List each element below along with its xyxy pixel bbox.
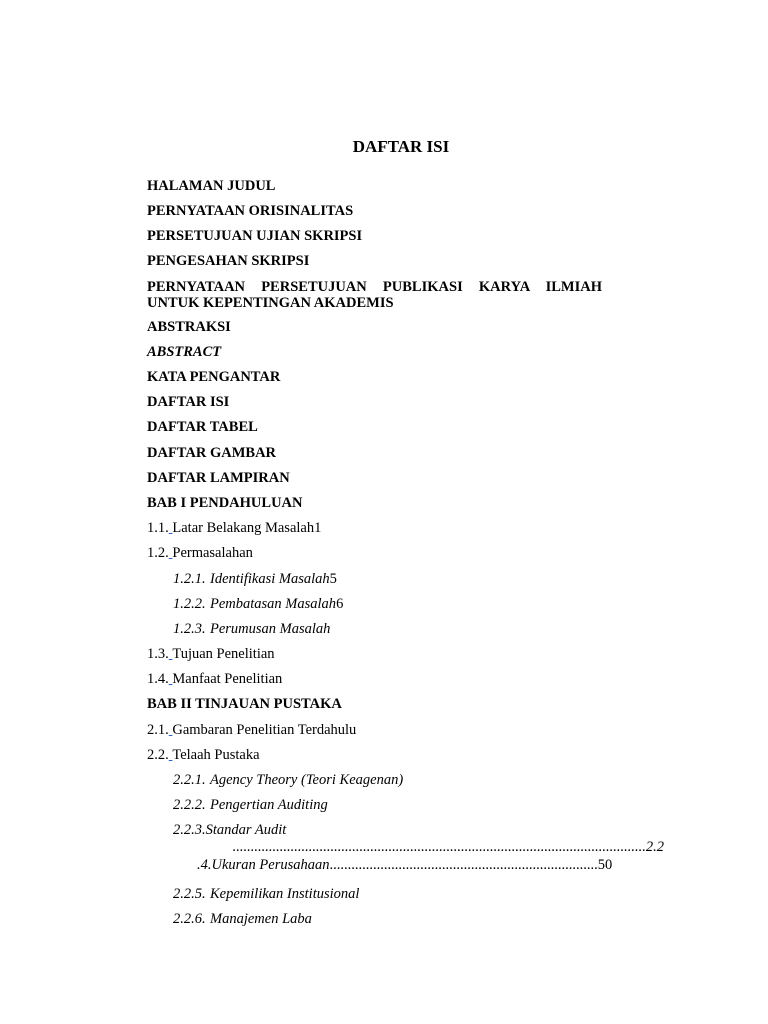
toc-section-2-1[interactable] <box>147 722 356 738</box>
section-label: Manfaat Penelitian <box>172 671 283 687</box>
toc-section-1-3[interactable] <box>147 646 275 662</box>
dot-leader: .......................................................................... <box>329 857 598 873</box>
toc-section-2-2-2[interactable] <box>173 797 328 813</box>
dot-leader-line: ..................................................................................................................2.2 <box>232 839 664 855</box>
section-number: 1.2.2. <box>173 596 206 612</box>
toc-entry-daftar-tabel[interactable]: DAFTAR TABEL <box>147 419 258 435</box>
publikasi-line-1: PERNYATAAN PERSETUJUAN PUBLIKASI KARYA ILMIAH <box>147 279 602 295</box>
section-label: Identifikasi Masalah <box>210 571 330 587</box>
section-number: 1.1. <box>147 520 169 536</box>
section-number: 2.2.2. <box>173 797 206 813</box>
section-label: Standar Audit <box>205 822 287 838</box>
section-label: Permasalahan <box>172 545 253 561</box>
toc-section-2-2-5[interactable] <box>173 886 359 902</box>
section-label: Agency Theory (Teori Keagenan) <box>210 772 404 788</box>
toc-chapter-bab-1[interactable]: BAB I PENDAHULUAN <box>147 495 303 511</box>
section-label: Pengertian Auditing <box>210 797 328 813</box>
page-number: 1 <box>314 520 322 536</box>
section-number: 1.4. <box>147 671 169 687</box>
section-label: Latar Belakang Masalah <box>172 520 315 536</box>
toc-entry-pengesahan[interactable]: PENGESAHAN SKRIPSI <box>147 253 310 269</box>
toc-section-2-2[interactable] <box>147 747 260 763</box>
toc-section-2-2-4[interactable] <box>197 857 612 873</box>
section-label: .4.Ukuran Perusahaan <box>197 857 330 873</box>
section-label: Manajemen Laba <box>210 911 312 927</box>
toc-section-1-4[interactable] <box>147 671 282 687</box>
section-number: 1.2. <box>147 545 169 561</box>
page-number: 5 <box>329 571 337 587</box>
section-label: Tujuan Penelitian <box>172 646 275 662</box>
section-label: Gambaran Penelitian Terdahulu <box>172 722 357 738</box>
section-number: 1.2.3. <box>173 621 206 637</box>
toc-entry-daftar-isi[interactable]: DAFTAR ISI <box>147 394 230 410</box>
toc-section-1-2-2[interactable] <box>173 596 343 612</box>
publikasi-line-2: UNTUK KEPENTINGAN AKADEMIS <box>147 295 394 311</box>
toc-entry-pernyataan-orisinalitas[interactable]: PERNYATAAN ORISINALITAS <box>147 203 354 219</box>
toc-entry-daftar-lampiran[interactable]: DAFTAR LAMPIRAN <box>147 470 290 486</box>
section-number: 2.2.3. <box>173 822 206 838</box>
toc-section-1-2-1[interactable] <box>173 571 337 587</box>
page-number: 6 <box>336 596 344 612</box>
toc-entry-daftar-gambar[interactable]: DAFTAR GAMBAR <box>147 445 277 461</box>
page-number: 50 <box>597 857 613 873</box>
toc-entry-publikasi[interactable] <box>147 279 602 311</box>
toc-section-2-2-1[interactable] <box>173 772 403 788</box>
toc-section-1-2-3[interactable] <box>173 621 330 637</box>
section-number: 2.2. <box>147 747 169 763</box>
toc-section-2-2-3[interactable] <box>173 822 286 838</box>
toc-section-1-1[interactable] <box>147 520 321 536</box>
section-number: 2.2.6. <box>173 911 206 927</box>
section-number: 2.2.5. <box>173 886 206 902</box>
section-label: Perumusan Masalah <box>210 621 331 637</box>
section-number: 2.1. <box>147 722 169 738</box>
toc-section-1-2[interactable] <box>147 545 253 561</box>
section-number: 2.2.1. <box>173 772 206 788</box>
section-label: Telaah Pustaka <box>172 747 260 763</box>
section-label: Pembatasan Masalah <box>210 596 337 612</box>
toc-entry-halaman-judul[interactable]: HALAMAN JUDUL <box>147 178 276 194</box>
section-number: 1.2.1. <box>173 571 206 587</box>
toc-entry-persetujuan-ujian[interactable]: PERSETUJUAN UJIAN SKRIPSI <box>147 228 363 244</box>
toc-entry-abstract[interactable]: ABSTRACT <box>147 344 222 360</box>
page-title: DAFTAR ISI <box>352 137 450 156</box>
toc-entry-abstraksi[interactable]: ABSTRAKSI <box>147 319 231 335</box>
toc-entry-kata-pengantar[interactable]: KATA PENGANTAR <box>147 369 281 385</box>
section-number: 1.3. <box>147 646 169 662</box>
section-label: Kepemilikan Institusional <box>210 886 360 902</box>
toc-section-2-2-6[interactable] <box>173 911 312 927</box>
toc-chapter-bab-2[interactable]: BAB II TINJAUAN PUSTAKA <box>147 696 342 712</box>
